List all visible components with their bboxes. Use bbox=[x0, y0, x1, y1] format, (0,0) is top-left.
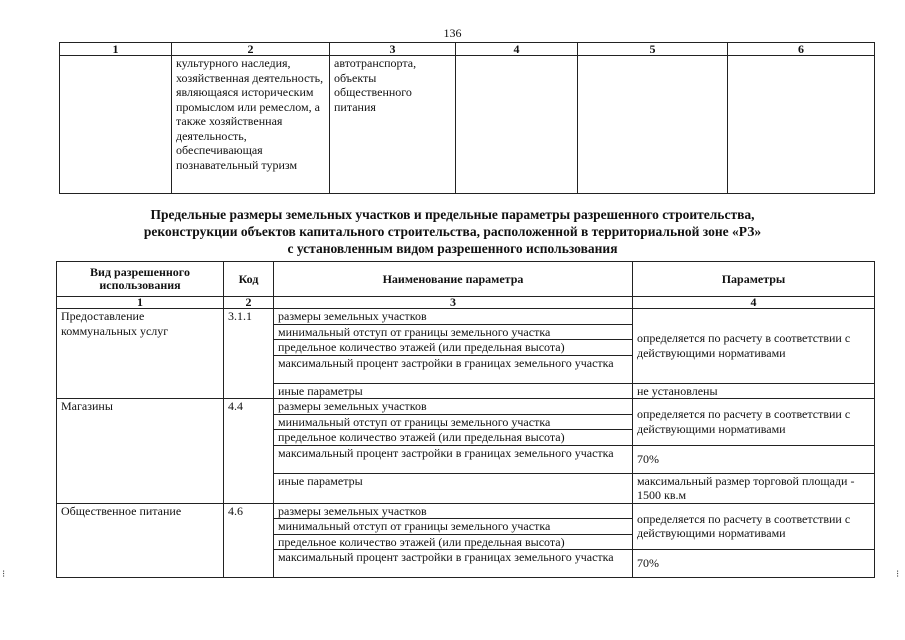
table-row bbox=[60, 56, 875, 194]
header-type: Вид разрешенного использования bbox=[57, 262, 224, 297]
column-number: 1 bbox=[57, 297, 224, 309]
table-cell bbox=[456, 56, 578, 194]
table-cell bbox=[578, 56, 728, 194]
table-cell: автотранспорта, объекты общественного питания bbox=[330, 56, 456, 194]
continuation-header-row bbox=[60, 43, 875, 56]
column-number: 3 bbox=[330, 43, 456, 56]
parameter-value: максимальный размер торговой площади - 1500 кв.м bbox=[633, 473, 875, 503]
use-type-cell: Общественное питание bbox=[57, 503, 224, 578]
parameter-name: предельное количество этажей (или предельная высота) bbox=[274, 340, 633, 356]
column-number: 4 bbox=[456, 43, 578, 56]
scan-edge-mark: ⁝ bbox=[896, 569, 900, 580]
table-row bbox=[57, 503, 875, 519]
header-params: Параметры bbox=[633, 262, 875, 297]
title-line: реконструкции объектов капитального строительства, расположенной в территориальной зоне «РЗ» bbox=[143, 224, 762, 239]
column-number: 3 bbox=[274, 297, 633, 309]
table-cell bbox=[60, 56, 172, 194]
title-line: с установленным видом разрешенного использования bbox=[287, 241, 618, 256]
column-number: 5 bbox=[578, 43, 728, 56]
parameter-name: иные параметры bbox=[274, 383, 633, 399]
code-cell: 4.6 bbox=[224, 503, 274, 578]
table-cell: культурного наследия, хозяйственная деятельность, являющаяся историческим промыслом или ремеслом, а также хозяйственная деятельность, обеспечивающая познавательный туризм bbox=[172, 56, 330, 194]
column-number: 6 bbox=[728, 43, 875, 56]
table-row bbox=[57, 399, 875, 415]
table-row bbox=[57, 309, 875, 325]
use-type-cell: Магазины bbox=[57, 399, 224, 504]
parameter-name: максимальный процент застройки в границах земельного участка bbox=[274, 355, 633, 383]
parameters-table bbox=[56, 261, 875, 578]
continuation-table bbox=[59, 42, 875, 194]
column-number: 2 bbox=[172, 43, 330, 56]
parameter-name: размеры земельных участков bbox=[274, 399, 633, 415]
parameter-value: определяется по расчету в соответствии с действующими нормативами bbox=[633, 399, 875, 446]
parameter-value: не установлены bbox=[633, 383, 875, 399]
parameter-name: предельное количество этажей (или предельная высота) bbox=[274, 430, 633, 446]
parameter-name: иные параметры bbox=[274, 473, 633, 503]
header-code: Код bbox=[224, 262, 274, 297]
parameter-name: максимальный процент застройки в границах земельного участка bbox=[274, 445, 633, 473]
scan-edge-mark: ⁝ bbox=[2, 569, 6, 580]
column-number: 2 bbox=[224, 297, 274, 309]
parameter-value: определяется по расчету в соответствии с действующими нормативами bbox=[633, 503, 875, 550]
parameter-name: минимальный отступ от границы земельного участка bbox=[274, 414, 633, 430]
parameter-name: размеры земельных участков bbox=[274, 309, 633, 325]
parameter-name: минимальный отступ от границы земельного участка bbox=[274, 519, 633, 535]
parameter-name: максимальный процент застройки в границах земельного участка bbox=[274, 550, 633, 578]
title-line: Предельные размеры земельных участков и предельные параметры разрешенного строительства, bbox=[150, 207, 755, 222]
table-cell bbox=[728, 56, 875, 194]
section-title bbox=[0, 206, 905, 257]
parameter-value: 70% bbox=[633, 550, 875, 578]
column-number: 1 bbox=[60, 43, 172, 56]
parameter-name: размеры земельных участков bbox=[274, 503, 633, 519]
parameter-name: предельное количество этажей (или предельная высота) bbox=[274, 534, 633, 550]
code-cell: 3.1.1 bbox=[224, 309, 274, 399]
code-cell: 4.4 bbox=[224, 399, 274, 504]
page-number: 136 bbox=[443, 26, 462, 40]
header-row bbox=[57, 262, 875, 297]
use-type-cell: Предоставление коммунальных услуг bbox=[57, 309, 224, 399]
column-number: 4 bbox=[633, 297, 875, 309]
parameter-value: определяется по расчету в соответствии с действующими нормативами bbox=[633, 309, 875, 384]
header-name: Наименование параметра bbox=[274, 262, 633, 297]
parameter-value: 70% bbox=[633, 445, 875, 473]
column-numbers-row bbox=[57, 297, 875, 309]
parameter-name: минимальный отступ от границы земельного участка bbox=[274, 324, 633, 340]
